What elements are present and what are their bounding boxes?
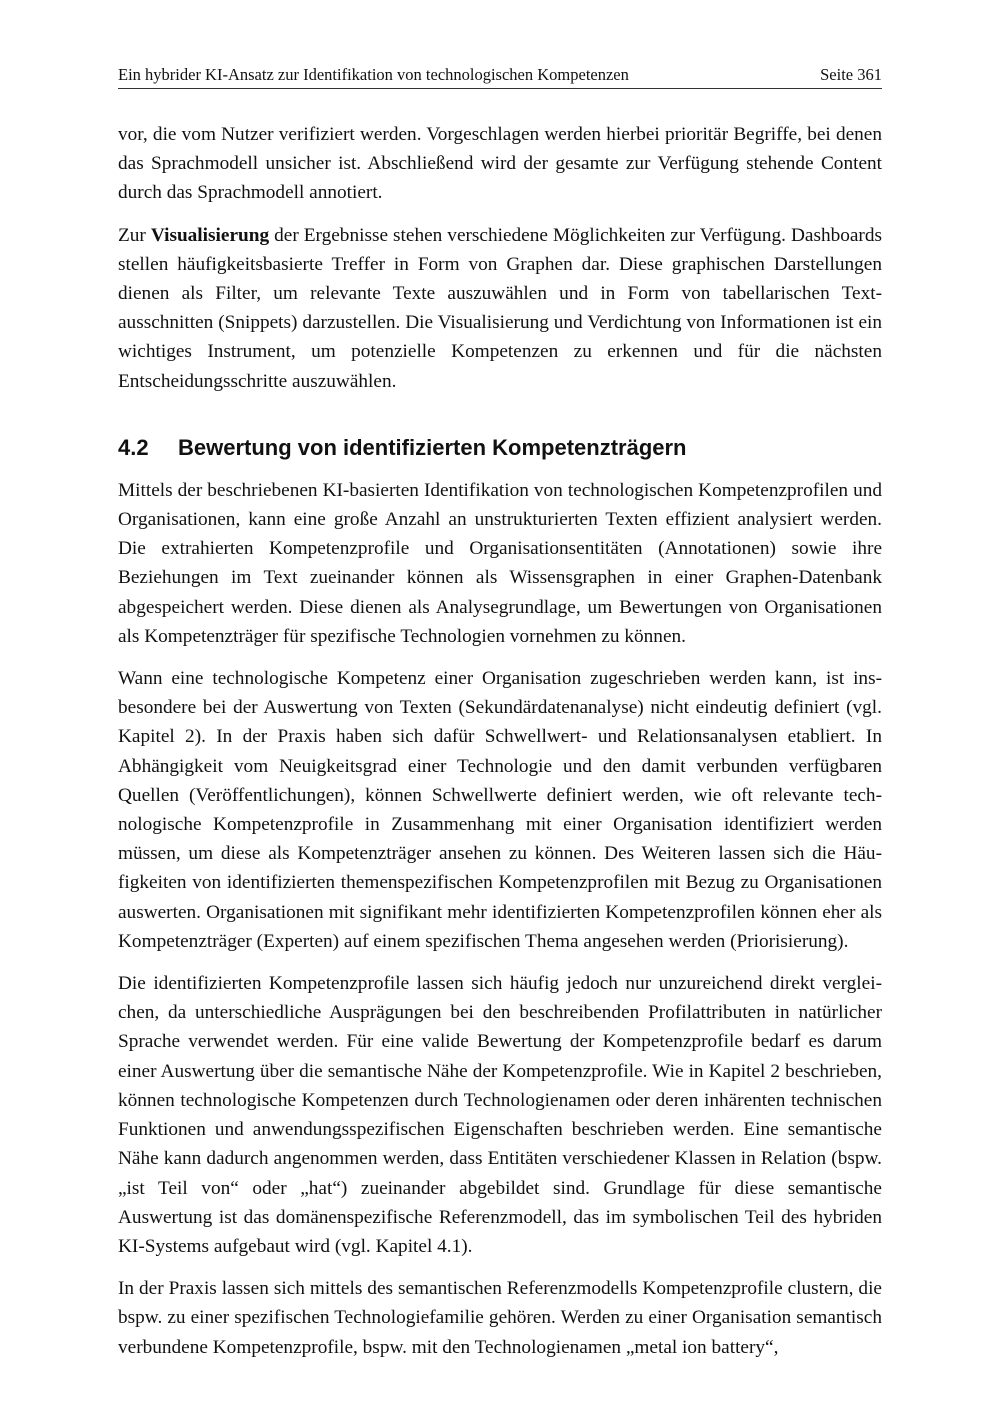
section-number: 4.2 <box>118 434 149 460</box>
running-header <box>118 62 882 89</box>
paragraph-visualisierung-rest: der Ergebnisse stehen verschiedene Möglichkeiten zur Verfügung. Dashboards stellen häufigkeitsbasierte Treffer in Form von Graphen dar. Diese graphischen Darstellungen dienen als Filter, um relevante Texte auszuwählen und in Form von tabellarischen Textausschnitten (Snippets) darzustellen. Die Visualisierung und Verdichtung von Informationen ist ein wichtiges Instrument, um potenzielle Kompetenzen zu erkennen und für die nächsten Entscheidungsschritte auszuwählen. <box>118 224 882 392</box>
paragraph-identifikation: Mittels der beschriebenen KI-basierten Identifikation von technologischen Kompetenzprofilen und Organisationen, kann eine große Anzahl an unstrukturierten Texten effizient analysiert werden. Die extrahierten Kompetenzprofile und Organisationsentitäten (Annotationen) sowie ihre Beziehungen im Text zueinander können als Wissensgraphen in einer Graphen-Datenbank abgespeichert werden. Diese dienen als Analysegrundlage, um Bewertungen von Organisationen als Kompetenzträger für spezifische Technologien vornehmen zu können. <box>118 479 882 647</box>
page-number: Seite 361 <box>820 65 882 84</box>
section-heading <box>118 434 882 462</box>
paragraph-visualisierung <box>118 221 882 396</box>
paragraph-visualisierung-intro: Zur <box>118 224 151 246</box>
page-body <box>118 120 882 1362</box>
paragraph-continuation: vor, die vom Nutzer verifiziert werden. Vorgeschlagen werden hierbei prioritär Begriffe, bei denen das Sprachmodell unsicher ist. Abschließend wird der gesamte zur Verfügung stehende Content durch das Sprachmodell annotiert. <box>118 124 882 204</box>
paragraph-cluster: In der Praxis lassen sich mittels des semantischen Referenzmodells Kompetenzprofile clustern, die bspw. zu einer spezifischen Technologiefamilie gehören. Werden zu einer Organisation semantisch verbundene Kompetenzprofile, bspw. mit den Technologienamen „metal ion battery“, <box>118 1278 882 1358</box>
running-header-title: Ein hybrider KI-Ansatz zur Identifikation von technologischen Kompetenzen <box>118 65 629 84</box>
section-title: Bewertung von identifizierten Kompetenzträgern <box>178 434 687 460</box>
visualisierung-term: Visualisierung <box>150 224 270 246</box>
paragraph-schwellwert: Wann eine technologische Kompetenz einer Organisation zugeschrieben werden kann, ist insbesondere bei der Auswertung von Texten (Sekundärdatenanalyse) nicht eindeutig definiert (vgl. Kapitel 2). In der Praxis haben sich dafür Schwellwert- und Relationsanalysen etabliert. In Abhängigkeit vom Neuigkeitsgrad einer Technologie und den damit verbunden verfügbaren Quellen (Veröffentlichungen), können Schwellwerte definiert werden, wie oft relevante technologische Kompetenzprofile in Zusammenhang mit einer Organisation identifiziert werden müssen, um diese als Kompetenzträger ansehen zu können. Des Weiteren lassen sich die Häufigkeiten von identifizierten themenspezifischen Kompetenzprofilen mit Bezug zu Organisationen auswerten. Organisationen mit signifikant mehr identifizierten Kompetenzprofilen können eher als Kompetenzträger (Experten) auf einem spezifischen Thema angesehen werden (Priorisierung). <box>118 668 882 952</box>
paragraph-semantische-naehe: Die identifizierten Kompetenzprofile lassen sich häufig jedoch nur unzureichend direkt vergleichen, da unterschiedliche Ausprägungen bei den beschreibenden Profilattributen in natürlicher Sprache verwendet werden. Für eine valide Bewertung der Kompetenzprofile bedarf es darum einer Auswertung über die semantische Nähe der Kompetenzprofile. Wie in Kapitel 2 beschrieben, können technologische Kompetenzen durch Technologienamen oder deren inhärenten technischen Funktionen und anwendungsspezifischen Eigenschaften beschrieben werden. Eine semantische Nähe kann dadurch angenommen werden, dass Entitäten verschiedener Klassen in Relation (bspw. „ist Teil von“ oder „hat“) zueinander abgebildet sind. Grundlage für diese semantische Auswertung ist das domänenspezifische Referenzmodell, das im symbolischen Teil des hybriden KI-Systems aufgebaut wird (vgl. Kapitel 4.1). <box>118 973 882 1257</box>
